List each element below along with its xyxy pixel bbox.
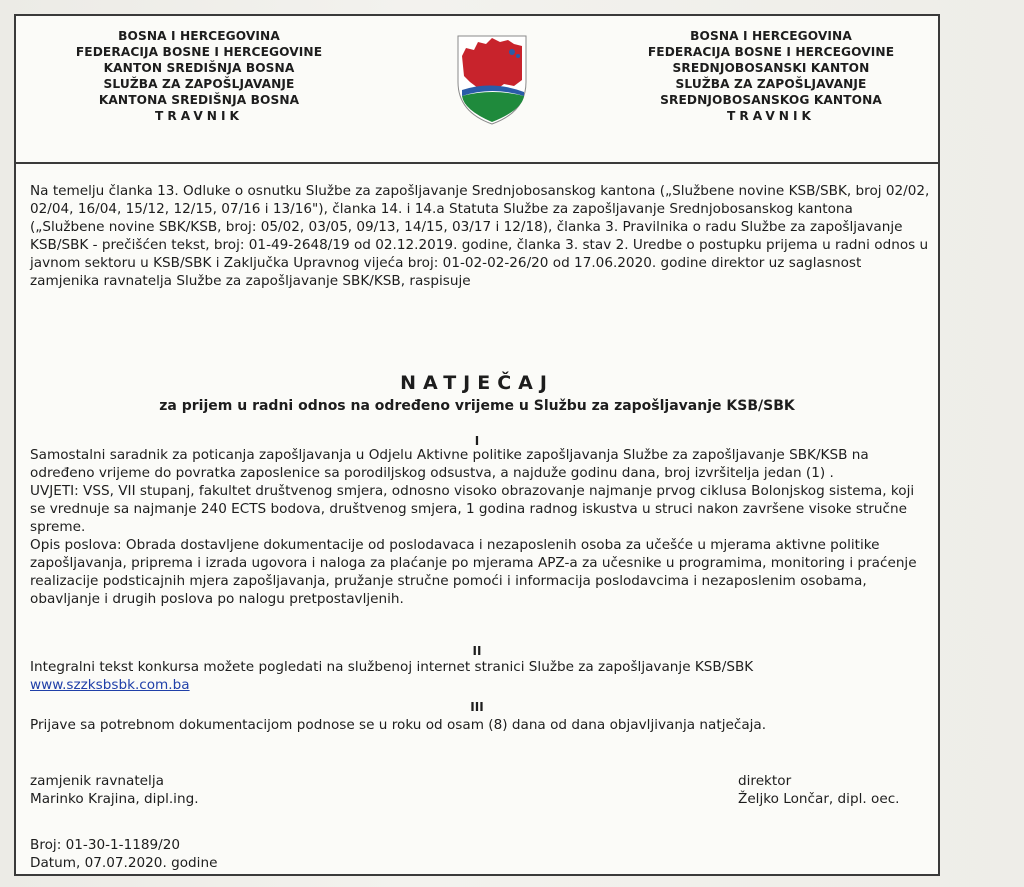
reference-block xyxy=(30,836,217,872)
header-right-line: FEDERACIJA BOSNE I HERCEGOVINE xyxy=(647,45,895,59)
intro-paragraph: Na temelju članka 13. Odluke o osnutku Službe za zapošljavanje Srednjobosanskog kantona („Službene novine KSB/SBK, broj 02/02, 02/04, 16/04, 15/12, 12/15, 07/16 i 13/16"), članka 14. i 14.a Statuta Službe za zapošljavanje Srednjobosanskog kantona („Službene novine SBK/KSB, broj: 05/02, 03/05, 09/13, 14/15, 03/17 i 12/18), članka 3. Pravilnika o radu Službe za zapošljavanje KSB/SBK - prečišćen tekst, broj: 01-49-2648/19 od 02.12.2019. godine, članka 3. stav 2. Uredbe o postupku prijema u radni odnos u javnom sektoru u KSB/SBK i Zaključka Upravnog vijeća broj: 01-02-02-26/20 od 17.06.2020. godine direktor uz saglasnost zamjenika ravnatelja Službe za zapošljavanje SBK/KSB, raspisuje xyxy=(30,183,930,289)
header-left-city: TRAVNIK xyxy=(155,109,243,123)
signature-left xyxy=(30,772,199,808)
section-numeral: II xyxy=(472,644,482,658)
signature-name: Željko Lončar, dipl. oec. xyxy=(738,791,900,807)
reference-number: Broj: 01-30-1-1189/20 xyxy=(30,837,181,853)
header-right xyxy=(616,28,926,124)
section-2-text: Integralni tekst konkursa možete pogledati na službenoj internet stranici Službe za zapošljavanje KSB/SBK xyxy=(30,659,754,675)
announcement-frame xyxy=(14,14,940,876)
header-right-city: TRAVNIK xyxy=(727,109,815,123)
section-1 xyxy=(30,446,930,608)
header-left-line: KANTON SREDIŠNJA BOSNA xyxy=(103,61,295,75)
header-left-line: SLUŽBA ZA ZAPOŠLJAVANJE xyxy=(103,77,295,91)
header-divider xyxy=(16,162,938,164)
canton-coat-of-arms-icon xyxy=(452,30,532,126)
notice-title: NATJEČAJ xyxy=(400,372,554,394)
header-left-line: FEDERACIJA BOSNE I HERCEGOVINE xyxy=(75,45,323,59)
signature-role: direktor xyxy=(738,773,792,789)
notice-subtitle: za prijem u radni odnos na određeno vrijeme u Službu za zapošljavanje KSB/SBK xyxy=(159,398,795,414)
header-right-line: SREDNJOBOSANSKI KANTON xyxy=(672,61,870,75)
header-left-line: KANTONA SREDIŠNJA BOSNA xyxy=(98,93,300,107)
job-duties: Opis poslova: Obrada dostavljene dokumentacije od poslodavaca i nezaposlenih osoba za učešće u mjerama aktivne politike zapošljavanja, priprema i izrada ugovora i naloga za plaćanje po mjerama APZ-a za učesnike u programima, monitoring i praćenje realizacije podsticajnih mjera zapošljavanja, pružanje stručne pomoći i informacija poslodavcima i nezaposlenim osobama, obavljanje i drugih poslova po nalogu pretpostavljenih. xyxy=(30,537,917,607)
signature-role: zamjenik ravnatelja xyxy=(30,773,164,789)
header-right-line: SREDNJOBOSANSKOG KANTONA xyxy=(660,93,882,107)
website-link[interactable]: www.szzksbsbk.com.ba xyxy=(30,677,190,693)
header-left-line: BOSNA I HERCEGOVINA xyxy=(118,29,280,43)
header-left xyxy=(46,28,352,124)
position-description: Samostalni saradnik za poticanja zapošljavanja u Odjelu Aktivne politike zapošljavanja Službe za zapošljavanje SBK/KSB na određeno vrijeme do povratka zaposlenice sa porodiljskog odsustva, a najduže godinu dana, broj izvršitelja jedan (1) . xyxy=(30,447,869,481)
section-3 xyxy=(30,716,930,734)
header-right-line: SLUŽBA ZA ZAPOŠLJAVANJE xyxy=(675,77,867,91)
conditions: UVJETI: VSS, VII stupanj, fakultet društvenog smjera, odnosno visoko obrazovanje najmanje prvog ciklusa Bolonjskog sistema, koji se vrednuje sa najmanje 240 ECTS bodova, društvenog smjera, 1 godina radnog iskustva u struci nakon završene visoke stručne spreme. xyxy=(30,483,915,535)
signature-right xyxy=(738,772,900,808)
section-3-text: Prijave sa potrebnom dokumentacijom podnose se u roku od osam (8) dana od dana objavljivanja natječaja. xyxy=(30,717,767,733)
header-right-line: BOSNA I HERCEGOVINA xyxy=(690,29,852,43)
section-numeral: I xyxy=(474,434,480,448)
signature-name: Marinko Krajina, dipl.ing. xyxy=(30,791,199,807)
reference-date: Datum, 07.07.2020. godine xyxy=(30,855,218,871)
section-numeral: III xyxy=(470,700,484,714)
section-2 xyxy=(30,658,930,694)
